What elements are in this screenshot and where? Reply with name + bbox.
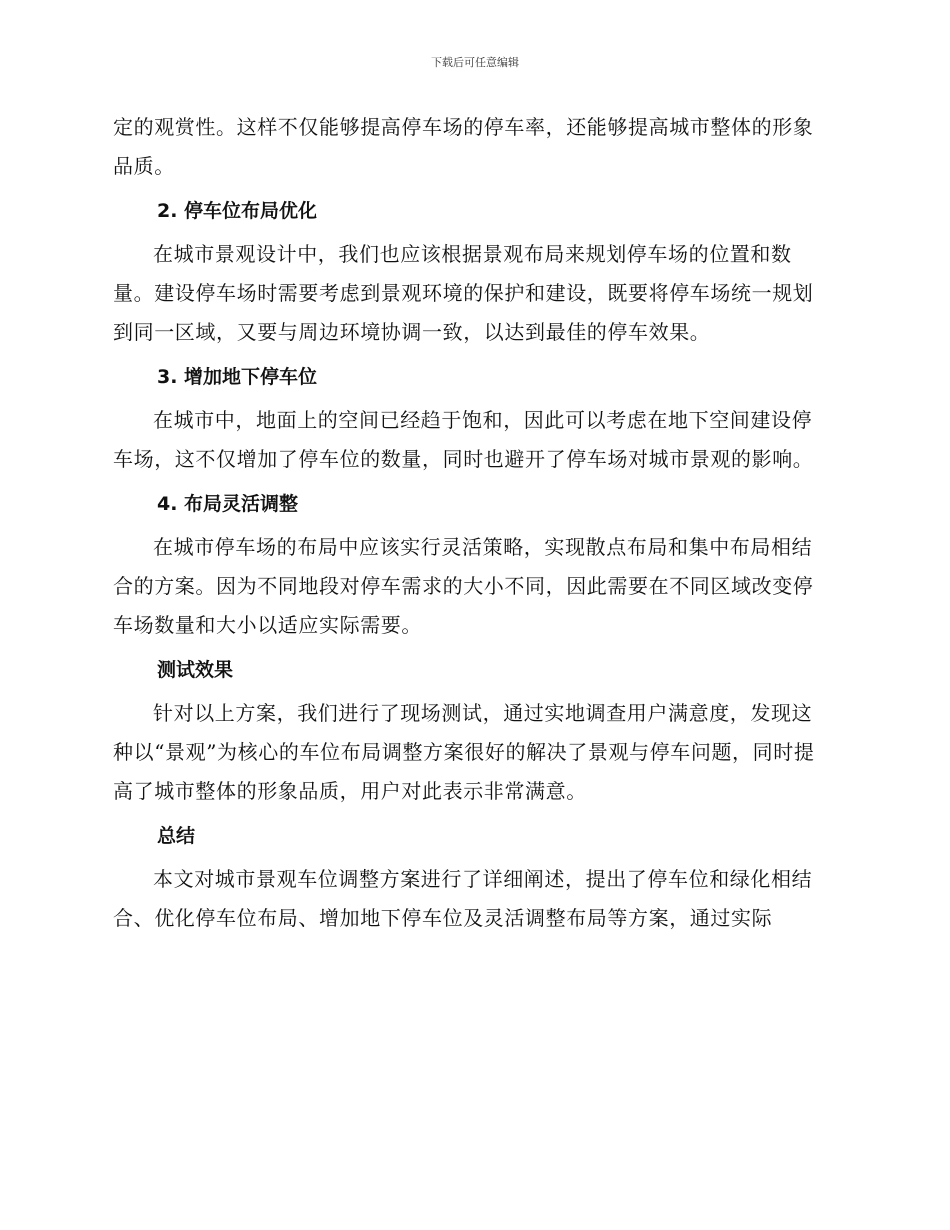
section-heading-flexible-layout: 4. 布局灵活调整	[157, 493, 299, 515]
section-heading-underground-parking: 3. 增加地下停车位	[157, 366, 318, 388]
document-body	[113, 108, 830, 938]
section-heading-layout-optimization: 2. 停车位布局优化	[157, 200, 318, 222]
section-heading-test-results: 测试效果	[157, 659, 234, 681]
paragraph-test-results: 针对以上方案，我们进行了现场测试，通过实地调查用户满意度，发现这种以“景观”为核心的车位布局调整方案很好的解决了景观与停车问题，同时提高了城市整体的形象品质，用户对此表示非常满意。	[113, 701, 815, 803]
section-heading-summary: 总结	[157, 825, 196, 847]
paragraph-layout-optimization: 在城市景观设计中，我们也应该根据景观布局来规划停车场的位置和数量。建设停车场时需要考虑到景观环境的保护和建设，既要将停车场统一规划到同一区域，又要与周边环境协调一致，以达到最佳的停车效果。	[113, 242, 814, 344]
page-header: 下载后可任意编辑	[431, 56, 519, 69]
paragraph-flexible-layout: 在城市停车场的布局中应该实行灵活策略，实现散点布局和集中布局相结合的方案。因为不同地段对停车需求的大小不同，因此需要在不同区域改变停车场数量和大小以适应实际需要。	[113, 535, 814, 637]
paragraph-summary: 本文对城市景观车位调整方案进行了详细阐述，提出了停车位和绿化相结合、优化停车位布局、增加地下停车位及灵活调整布局等方案，通过实际	[113, 867, 813, 930]
paragraph-continued: 定的观赏性。这样不仅能够提高停车场的停车率，还能够提高城市整体的形象品质。	[113, 115, 814, 178]
paragraph-underground-parking: 在城市中，地面上的空间已经趋于饱和，因此可以考虑在地下空间建设停车场，这不仅增加了停车位的数量，同时也避开了停车场对城市景观的影响。	[113, 408, 814, 471]
